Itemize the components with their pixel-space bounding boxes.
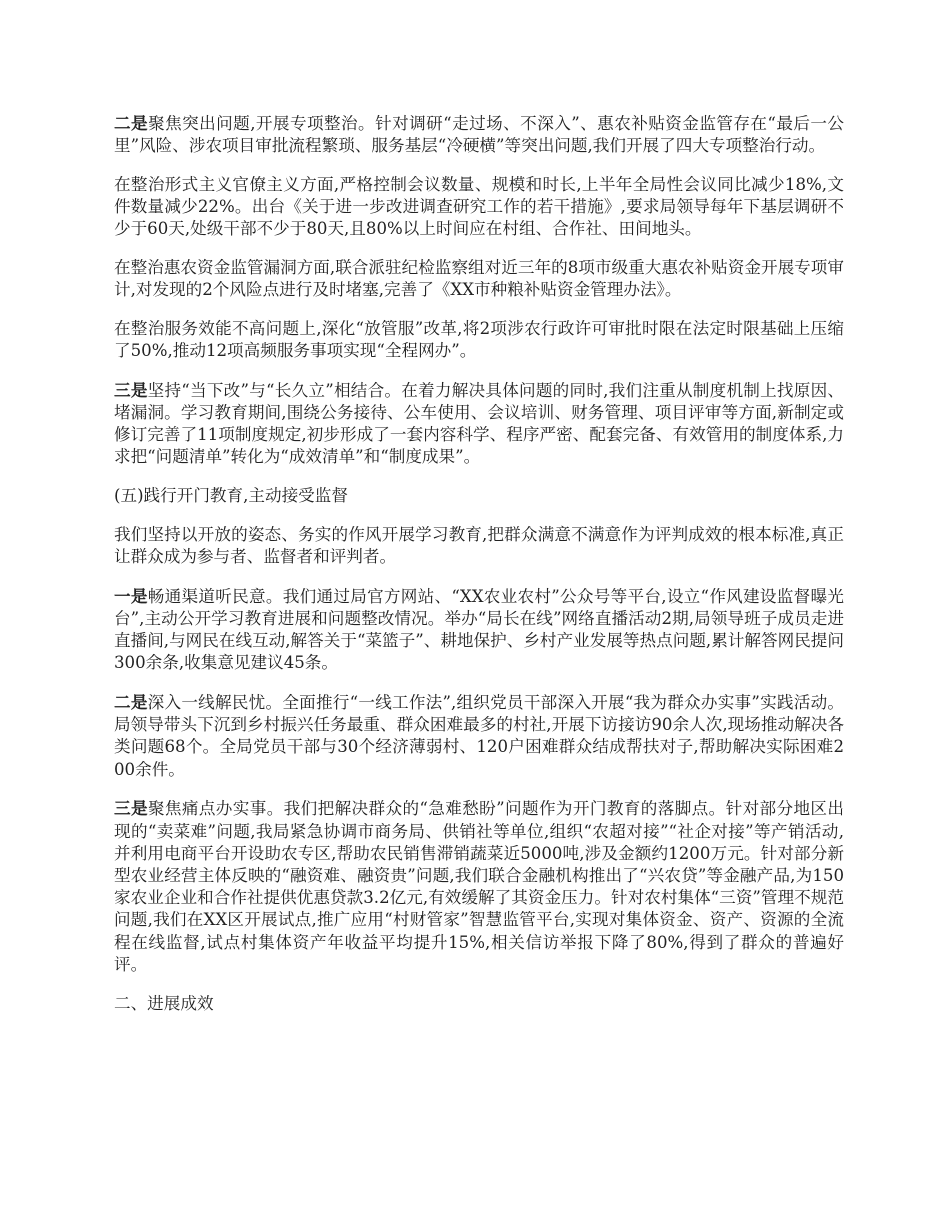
- paragraph: [114, 691, 844, 781]
- paragraph-text: 在整治形式主义官僚主义方面,严格控制会议数量、规模和时长,上半年全局性会议同比减少18%,文件数量减少22%。出台《关于进一步改进调查研究工作的若干措施》,要求局领导每年下基层调研不少于60天,处级干部不少于80天,且80%以上时间应在村组、合作社、田间地头。: [114, 174, 844, 239]
- paragraph-text: 畅通渠道听民意。我们通过局官方网站、“XX农业农村”公众号等平台,设立“作风建设监督曝光台”,主动公开学习教育进展和问题整改情况。举办“局长在线”网络直播活动2期,局领导班子成员走进直播间,与网民在线互动,解答关于“菜篮子”、耕地保护、乡村产业发展等热点问题,累计解答网民提问300余条,收集意见建议45条。: [114, 586, 844, 673]
- paragraph: [114, 797, 844, 976]
- paragraph: [114, 379, 844, 469]
- paragraph-text: 在整治惠农资金监管漏洞方面,联合派驻纪检监察组对近三年的8项市级重大惠农补贴资金开展专项审计,对发现的2个风险点进行及时堵塞,完善了《XX市种粮补贴资金管理办法》。: [114, 258, 844, 300]
- paragraph-text: 在整治服务效能不高问题上,深化“放管服”改革,将2项涉农行政许可审批时限在法定时限基础上压缩了50%,推动12项高频服务事项实现“全程网办”。: [114, 318, 844, 361]
- paragraph-lead: 一是: [114, 585, 148, 606]
- paragraph: [114, 112, 844, 157]
- document-body: [114, 112, 844, 1031]
- paragraph-lead: 二是: [114, 113, 149, 133]
- paragraph-lead: 三是: [114, 379, 148, 400]
- paragraph-text: 深入一线解民忧。全面推行“一线工作法”,组织党员干部深入开展“我为群众办实事”实践活动。局领导带头下沉到乡村振兴任务最重、群众困难最多的村社,开展下访接访90余人次,现场推动解决各类问题68个。全局党员干部与30个经济薄弱村、120户困难群众结成帮扶对子,帮助解决实际困难200余件。: [114, 693, 844, 779]
- paragraph: [114, 257, 844, 301]
- heading-text: 二、进展成效: [114, 993, 214, 1013]
- paragraph-text: 聚焦突出问题,开展专项整治。针对调研“走过场、不深入”、惠农补贴资金监管存在“最后一公里”风险、涉农项目审批流程繁琐、服务基层“冷硬横”等突出问题,我们开展了四大专项整治行动。: [114, 114, 845, 156]
- paragraph-lead: 二是: [114, 692, 148, 713]
- section-heading: [114, 485, 844, 507]
- paragraph-lead: 三是: [114, 798, 148, 819]
- paragraph: [114, 174, 844, 241]
- heading-text: (五)践行开门教育,主动接受监督: [114, 486, 348, 506]
- paragraph: [114, 585, 844, 675]
- paragraph-text: 我们坚持以开放的姿态、务实的作风开展学习教育,把群众满意不满意作为评判成效的根本标准,真正让群众成为参与者、监督者和评判者。: [114, 524, 844, 567]
- section-heading: [114, 993, 844, 1015]
- paragraph: [114, 524, 844, 568]
- paragraph-text: 坚持“当下改”与“长久立”相结合。在着力解决具体问题的同时,我们注重从制度机制上找原因、堵漏洞。学习教育期间,围绕公务接待、公车使用、会议培训、财务管理、项目评审等方面,新制定或修订完善了11项制度规定,初步形成了一套内容科学、程序严密、配套完备、有效管用的制度体系,力求把“问题清单”转化为“成效清单”和“制度成果”。: [114, 380, 844, 467]
- paragraph: [114, 318, 844, 362]
- paragraph-text: 聚焦痛点办实事。我们把解决群众的“急难愁盼”问题作为开门教育的落脚点。针对部分地区出现的“卖菜难”问题,我局紧急协调市商务局、供销社等单位,组织“农超对接”“社企对接”等产销活动,并利用电商平台开设助农专区,帮助农民销售滞销蔬菜近5000吨,涉及金额约1200万元。针对部分新型农业经营主体反映的“融资难、融资贵”问题,我们联合金融机构推出了“兴农贷”等金融产品,为150家农业企业和合作社提供优惠贷款3.2亿元,有效缓解了其资金压力。针对农村集体“三资”管理不规范问题,我们在XX区开展试点,推广应用“村财管家”智慧监管平台,实现对集体资金、资产、资源的全流程在线监督,试点村集体资产年收益平均提升15%,相关信访举报下降了80%,得到了群众的普遍好评。: [114, 799, 844, 974]
